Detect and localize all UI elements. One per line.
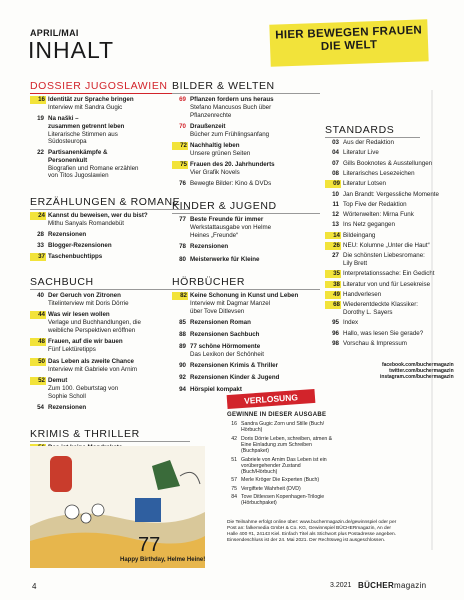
toc-entry[interactable]: 70 Draußenzeit Bücher zum Frühlingsanfang [179,123,270,138]
standards-entry[interactable]: 14 Bildeingang [325,232,435,240]
section-kinder-jugend: KINDER & JUGEND [172,200,320,214]
gewinn-entry: 84 Tove Ditlevsen Kopenhagen-Trilogie (Hörbuchpaket) [231,494,325,507]
gewinn-entry: 51 Gabriele von Arnim Das Leben ist ein vorübergehender Zustand (Buch/Hörbuch) [231,456,327,476]
toc-entry[interactable]: 16 Identität zur Sprache bringen Interview mit Sandra Gugic [30,96,195,104]
standards-entry[interactable]: 38 Literatur von und für Lesekreise [325,281,435,289]
toc-entry[interactable]: 92 Rezensionen Kinder & Jugend [179,374,280,381]
toc-entry[interactable]: 52 Demut Zum 100. Geburtstag von Sophie Scholl [30,377,195,385]
toc-entry[interactable]: 19 Na naški – zusammen getrennt leben Literarische Stimmen aus Südosteuropa [37,115,125,146]
toc-entry[interactable]: 80 Meisterwerke für Kleine [179,256,260,263]
toc-entry[interactable]: 37 Taschenbuchtipps [30,253,195,261]
gewinn-entry: 75 Vergiftete Wahrheit (DVD) [231,485,301,492]
gewinn-entry: 16 Sandra Gugic Zorn und Stille (Buch/ Hörbuch) [231,421,325,434]
participation-rules: Die Teilnahme erfolgt online über: www.buchermagazin.de/gewinnspiel oder per Post an: falkemedia GmbH & Co. KG, Gewinnspiel BÜCHERmagazin, An der Halle 400 #1, 24143 Kiel. Einfach Titel als Stichwort plus Postadresse angeben. Einsendeschluss ist der 24. Mai 2021. Der Rechtsweg ist ausgeschlossen. [227,520,397,543]
toc-entry[interactable]: 85 Rezensionen Roman [179,319,251,326]
toc-entry[interactable]: 89 77 schöne Hörmomente Das Lexikon der Schönheit [179,343,264,358]
standards-entry[interactable]: 26 NEU: Kolumne „Unter die Haut“ [325,242,435,250]
page-number: 4 [32,582,37,591]
toc-entry[interactable]: 88 Rezensionen Sachbuch [179,331,260,338]
toc-entry[interactable]: 54 Rezensionen [37,404,87,411]
standards-entry[interactable]: 03 Aus der Redaktion [332,139,394,146]
social-links [380,362,454,380]
toc-entry[interactable]: 44 Was wir lesen wollen Verlage und Buchhandlungen, die weibliche Perspektiven eröffnen [30,311,195,319]
section-krimis: KRIMIS & THRILLER [30,428,190,442]
standards-entry[interactable]: 09 Literatur Lotsen [325,180,435,188]
toc-entry[interactable]: 69 Pflanzen fordern uns heraus Stefano Mancusos Buch über Pflanzenrechte [179,96,274,119]
toc-entry[interactable]: 90 Rezensionen Krimis & Thriller [179,362,279,369]
standards-entry[interactable]: 10 Jan Brandt: Vergessliche Momente [332,190,439,198]
standards-entry[interactable]: 98 Vorschau & Impressum [332,339,407,347]
birthday-number: 77 [138,534,161,556]
standards-entry[interactable]: 49 Handverlesen [325,291,435,299]
facebook-link[interactable]: facebook.com/buchermagazin [381,362,454,368]
gewinne-heading: GEWINNE IN DIESER AUSGABE [227,412,327,418]
section-dossier-jugoslawien: DOSSIER JUGOSLAWIEN [30,80,190,94]
toc-entry[interactable]: 33 Blogger-Rezensionen [37,242,112,249]
toc-entry[interactable]: 28 Rezensionen [37,231,87,238]
standards-entry[interactable]: 11 Top Five der Redaktion [332,200,407,208]
toc-entry[interactable]: 72 Nachhaltig leben Unsere grünen Seiten [172,142,320,150]
standards-entry[interactable]: 27 Die schönsten Liebesromane: Lily Brett [332,252,425,268]
instagram-link[interactable]: instagram.com/buchermagazin [380,374,454,380]
birthday-caption: Happy Birthday, Helme Heine! [120,557,206,563]
toc-entry[interactable]: 75 Frauen des 20. Jahrhunderts Vier Grafik Novels [172,161,320,169]
issue-label: APRIL/MAI [30,28,79,38]
verlosung-badge: VERLOSUNG [227,389,316,409]
issue-date: 3.2021 [330,582,352,589]
standards-entry[interactable]: 07 Gills Booknotes & Ausstellungen [332,159,433,167]
section-hoerbuecher: HÖRBÜCHER [172,276,320,290]
standards-entry[interactable]: 13 Ins Netz gegangen [332,221,395,229]
standards-entry[interactable]: 35 Interpretationssache: Ein Gedicht [325,270,435,278]
toc-entry[interactable]: 50 Das Leben als zweite Chance Interview mit Gabriele von Arnim [30,358,195,366]
section-erzaehlungen: ERZÄHLUNGEN & ROMANE [30,196,190,210]
standards-entry[interactable]: 08 Literarisches Lesezeichen [332,169,415,177]
brand-logo: BÜCHERmagazin [358,581,427,590]
toc-entry[interactable]: 40 Der Geruch von Zitronen Titelinterview mit Doris Dörrie [37,292,129,307]
standards-entry[interactable]: 96 Hallo, was lesen Sie gerade? [332,329,424,337]
toc-entry[interactable]: 94 Hörspiel kompakt [179,386,242,393]
gewinn-entry: 57 Merle Kröger Die Experten (Buch) [231,477,320,484]
birthday-illustration [30,446,205,568]
toc-entry[interactable]: 22 Partisanenkämpfe & Personenkult Biografien und Romane erzählen von Titos Jugoslawien [37,149,139,180]
photo-credits-strip [428,80,436,570]
section-standards: STANDARDS [325,124,420,138]
toc-entry[interactable]: 82 Keine Schonung in Kunst und Leben Interview mit Dagmar Manzel über Tove Ditlevsen [172,292,320,300]
standards-entry[interactable]: 12 Wörterwelten: Mirna Funk [332,211,414,219]
toc-entry[interactable]: 48 Frauen, auf die wir bauen Fünf Lektüretipps [30,338,195,346]
section-sachbuch: SACHBUCH [30,276,190,290]
section-bilder-welten: BILDER & WELTEN [172,80,320,94]
twitter-link[interactable]: twitter.com/buchermagazin [389,368,454,374]
toc-entry[interactable]: 78 Rezensionen [179,243,229,250]
toc-entry[interactable]: 77 Beste Freunde für immer Werkstattausgabe von Helme Heines „Freunde“ [179,216,272,239]
toc-entry[interactable]: 24 Kannst du beweisen, wer du bist? Mithu Sanyals Romandebüt [30,212,195,220]
standards-entry[interactable]: 04 Literatur Live [332,149,379,157]
hero-banner: HIER BEWEGEN FRAUEN DIE WELT [269,19,428,66]
toc-entry[interactable]: 76 Bewegte Bilder: Kino & DVDs [179,180,272,187]
standards-entry[interactable]: 68 Wiederentdeckte Klassiker: Dorothy L. Sayers [325,301,435,309]
gewinn-entry: 42 Doris Dörrie Leben, schreiben, atmen & Eine Einladung zum Schreiben (Buchpaket) [231,435,333,455]
page-title: INHALT [28,37,115,63]
standards-entry[interactable]: 95 Index [332,319,359,327]
